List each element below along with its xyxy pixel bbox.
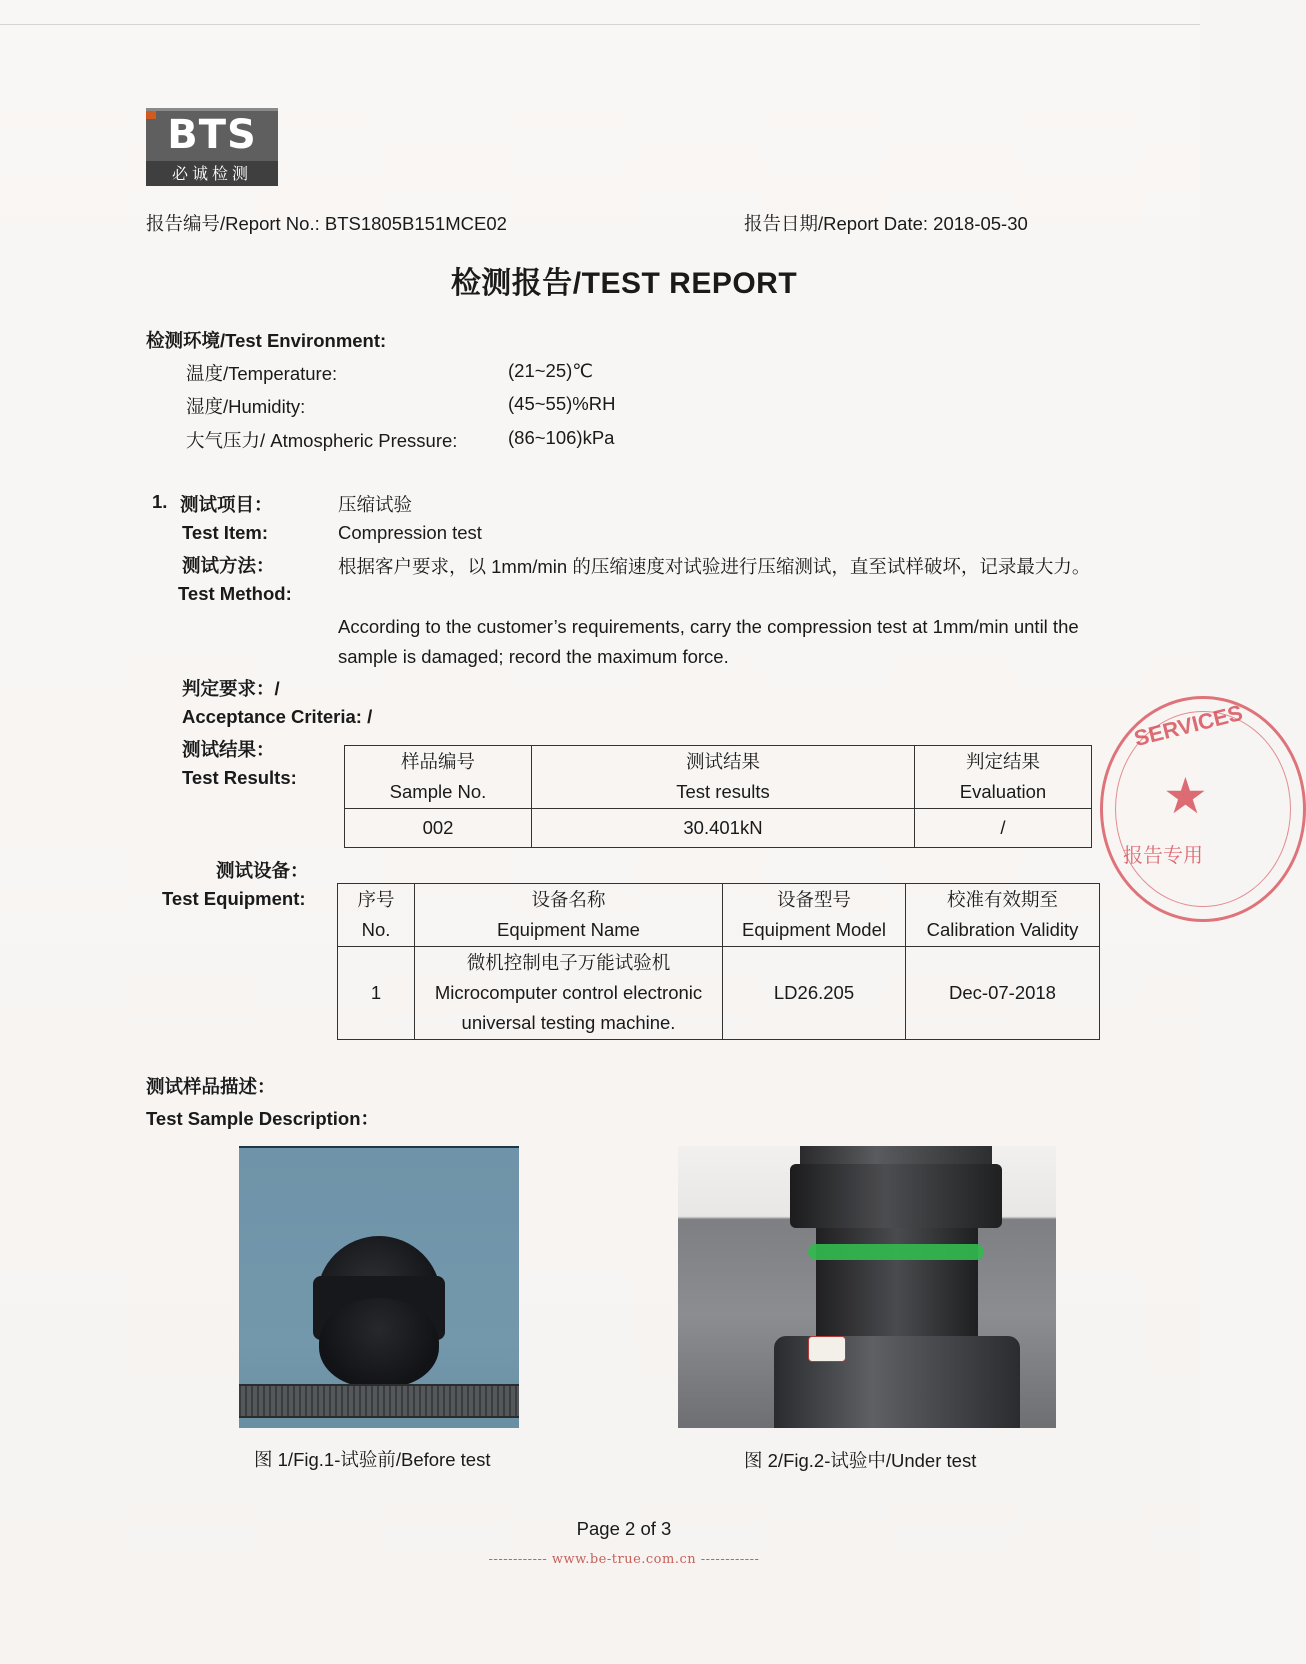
equipment-header-row [338,884,1100,947]
compression-platen-lip [790,1164,1002,1228]
sample-description-cn: 测试样品描述： [146,1076,276,1097]
stamp-text-bottom: 报告专用 [1123,843,1203,867]
page-title: 检测报告/TEST REPORT [450,267,798,300]
equipment-name: 微机控制电子万能试验机 Microcomputer control electronic universal testing machine. [415,947,723,1040]
results-evaluation: / [915,809,1092,848]
env-value-humidity: (45~55)%RH [508,393,616,414]
results-row [345,809,1092,848]
environment-heading: 检测环境/Test Environment: [146,330,387,351]
figure-2-under-test-photo [678,1146,1056,1428]
sample-disc-front [319,1298,439,1388]
acceptance-criteria-cn: 判定要求：/ [182,678,280,699]
test-item-label-en: Test Item: [182,522,269,543]
equipment-header-validity: 校准有效期至 Calibration Validity [906,884,1100,947]
test-method-text-en: According to the customer’s requirements, carry the compression test at 1mm/min until the sample is damaged; record the maximum force. [338,616,1079,667]
top-divider [0,24,1200,25]
test-method-label-cn: 测试方法： [182,555,275,576]
equipment-table [337,883,1100,1040]
test-item-label-cn: 测试项目： [180,494,273,515]
figure-1-caption: 图 1/Fig.1-试验前/Before test [254,1449,491,1470]
bts-logo [146,108,278,186]
section-number: 1. [152,491,168,512]
results-header-evaluation: 判定结果 Evaluation [915,746,1092,809]
test-item-value-cn: 压缩试验 [338,494,413,515]
test-method-text-cn: 根据客户要求，以 1mm/min 的压缩速度对试验进行压缩测试，直至试样破坏，记录最大力。 [338,556,1091,577]
results-header-result: 测试结果 Test results [532,746,915,809]
footer-website: ------------ www.be-true.com.cn ------------ [488,1552,760,1567]
figure-1-before-test-photo [239,1146,519,1428]
acceptance-criteria-en: Acceptance Criteria: / [182,706,373,727]
results-header-row [345,746,1092,809]
stamp-text-top: SERVICES [1131,699,1246,752]
env-label-pressure: 大气压力/ Atmospheric Pressure: [186,430,458,451]
test-item-value-en: Compression test [338,522,482,543]
logo-subtitle: 必诚检测 [146,161,278,186]
page-number: Page 2 of 3 [576,1518,672,1539]
report-date: 报告日期/Report Date: 2018-05-30 [744,213,1028,234]
company-seal-stamp [1100,696,1306,922]
equipment-row [338,947,1100,1040]
star-icon: ★ [1163,768,1208,824]
test-results-label-cn: 测试结果： [182,739,275,760]
env-value-temperature: (21~25)℃ [508,360,594,381]
test-results-label-en: Test Results: [182,767,297,788]
env-label-humidity: 湿度/Humidity: [186,396,306,417]
sample-tag [808,1336,846,1362]
equipment-label-en: Test Equipment: [162,888,306,909]
equipment-model: LD26.205 [723,947,906,1040]
equipment-no: 1 [338,947,415,1040]
equipment-header-model: 设备型号 Equipment Model [723,884,906,947]
results-table [344,745,1092,848]
equipment-validity: Dec-07-2018 [906,947,1100,1040]
env-value-pressure: (86~106)kPa [508,427,615,448]
equipment-header-no: 序号 No. [338,884,415,947]
green-ring [808,1244,984,1260]
test-method-label-en: Test Method: [178,583,292,604]
sample-description-en: Test Sample Description： [146,1108,380,1129]
logo-main: BTS [146,108,278,161]
results-value: 30.401kN [532,809,915,848]
figure-2-caption: 图 2/Fig.2-试验中/Under test [744,1450,977,1471]
equipment-label-cn: 测试设备： [216,860,309,881]
report-number: 报告编号/Report No.: BTS1805B151MCE02 [146,213,507,234]
equipment-header-name: 设备名称 Equipment Name [415,884,723,947]
results-sample-no: 002 [345,809,532,848]
env-label-temperature: 温度/Temperature: [186,363,338,384]
ruler-strip [239,1384,519,1418]
results-header-sample: 样品编号 Sample No. [345,746,532,809]
